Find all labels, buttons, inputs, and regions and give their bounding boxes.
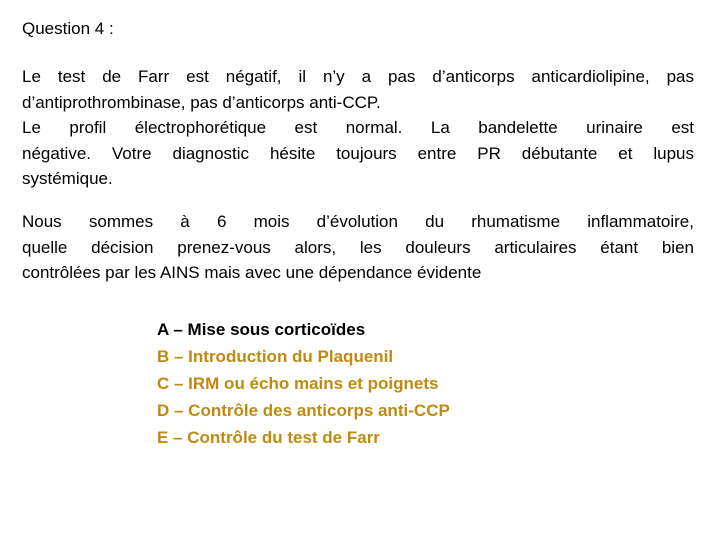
question-title: Question 4 : <box>22 19 114 38</box>
paragraph-line: d’antiprothrombinase, pas d’anticorps anti-CCP. <box>22 92 381 112</box>
answer-options-list <box>157 316 450 451</box>
paragraph-line: quelle décision prenez-vous alors, les douleurs articulaires étant bien <box>22 237 694 257</box>
paragraph-line: négative. Votre diagnostic hésite toujours entre PR débutante et lupus <box>22 143 694 163</box>
option-c[interactable]: C – IRM ou écho mains et poignets <box>157 374 439 393</box>
paragraph-line: systémique. <box>22 169 113 188</box>
option-b[interactable]: B – Introduction du Plaquenil <box>157 347 394 366</box>
option-a[interactable]: A – Mise sous corticoïdes <box>157 320 366 339</box>
paragraph-line: contrôlées par les AINS mais avec une dépendance évidente <box>22 263 482 282</box>
option-d[interactable]: D – Contrôle des anticorps anti-CCP <box>157 401 450 420</box>
question-prompt-paragraph <box>22 209 694 286</box>
clinical-context-paragraph <box>22 64 694 192</box>
paragraph-line: Le test de Farr est négatif, il n’y a pas d’anticorps anticardiolipine, pas <box>22 67 694 86</box>
paragraph-line: Le profil électrophorétique est normal. La bandelette urinaire est <box>22 118 694 137</box>
option-e[interactable]: E – Contrôle du test de Farr <box>157 428 380 447</box>
paragraph-line: Nous sommes à 6 mois d’évolution du rhumatisme inflammatoire, <box>22 212 694 231</box>
